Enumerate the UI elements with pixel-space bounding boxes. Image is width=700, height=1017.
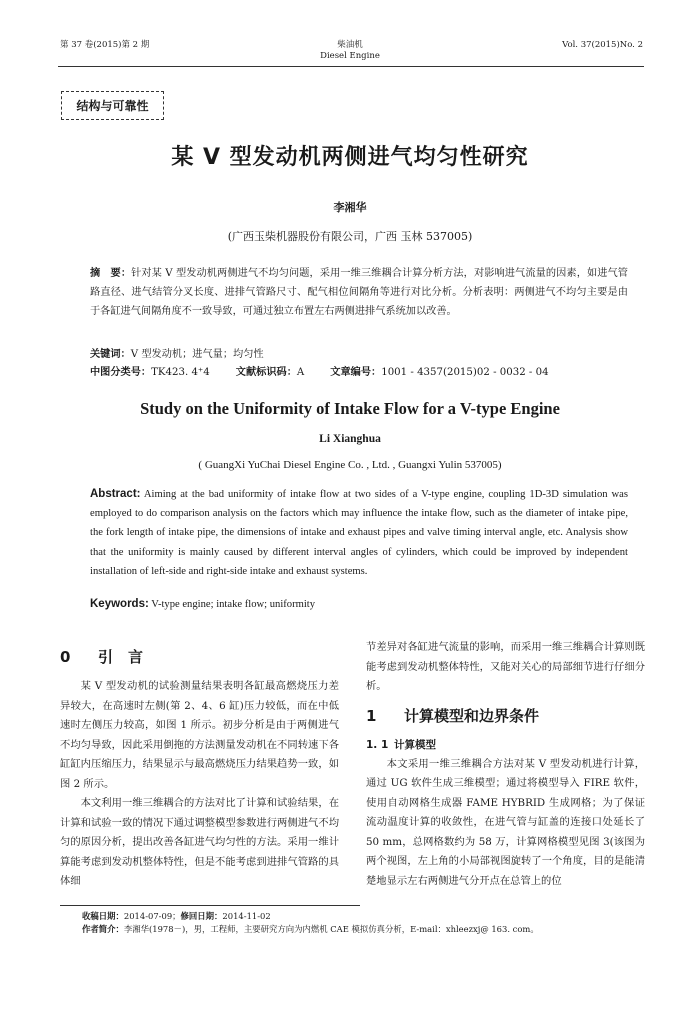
footnote-dates: [82, 910, 271, 922]
author-en: Li Xianghua: [319, 433, 381, 445]
doc-code-label: 文献标识码：: [235, 367, 297, 378]
paragraph: 本文采用一维三维耦合方法对某 V 型发动机进行计算，通过 UG 软件生成三维模型；通过将模型导入 FIRE 软件，使用自动网格生成器 FAME HYBRID 生成网格；为了保证流动温度计算的收敛性，在进气管与缸盖的连接口处延长了 50 mm，总网格数约为 58 万，计算网格模型见图 3(该图为两个视图，左上角的小局部视图旋转了一个角度，目的是能清楚地显示左右两侧进气分开点在总管上的位: [366, 757, 645, 887]
clc-label: 中图分类号：: [90, 367, 152, 378]
section-heading-introduction: [60, 646, 339, 668]
subsection-number: 1. 1: [366, 738, 389, 751]
received-date: 2014-07-09；: [123, 911, 181, 921]
keywords-en: [90, 598, 315, 610]
journal-name-en: Diesel Engine: [320, 51, 380, 61]
received-label: 收稿日期：: [82, 911, 124, 921]
affiliation-cn: (广西玉柴机器股份有限公司，广西 玉林 537005): [227, 230, 473, 243]
keywords-en-text: V-type engine; intake flow; uniformity: [151, 599, 316, 610]
paper-title-cn: 某 V 型发动机两侧进气均匀性研究: [171, 145, 529, 170]
footnote-divider: [60, 905, 360, 906]
abstract-en-text: Aiming at the bad uniformity of intake flow at two sides of a V-type engine, coupling 1D-3D simulation was employed to do comparison analysis on the factors which may influence the intake flow, such as the diameter of intake pipe, the fork length of intake pipe, the dimensions of intake and exhaust pipes and valve timing interval angle, etc. Analysis show that the uniformity is mainly caused by different interval angles of cylinders, which could be improved by independent installation of left-side and right-side intake and exhaust systems.: [90, 489, 628, 577]
author-bio: 李湘华(1978－)，男，工程师，主要研究方向为内燃机 CAE 模拟仿真分析，E-mail：xhleezxj@ 163. com。: [123, 924, 539, 934]
section-heading-model: [366, 705, 645, 727]
abstract-cn-text: 针对某 V 型发动机两侧进气不均匀问题，采用一维三维耦合计算分析方法，对影响进气流量的因素，如进气管路直径、进气结管分叉长度、进排气管路尺寸、配气相位间隔角等进行对比分析。分析表明：两侧进气不均匀主要是由于各缸进气间隔角度不一致导致，可通过独立布置左右两侧进排气系统加以改善。: [90, 268, 628, 317]
running-header-left: 第 37 卷(2015)第 2 期: [60, 40, 150, 50]
keywords-cn-label: 关键词：: [90, 349, 131, 360]
paragraph: 某 V 型发动机的试验测量结果表明各缸最高燃烧压力差异较大，在高速时左侧(第 2、4、6 缸)压力较低，而在中低速时左侧压力较高，如图 1 所示。初步分析是由于两侧进气不均匀导致，因此采用倒拖的方法测量发动机在不同转速下各缸缸内压缩压力，结果显示与最高燃烧压力结果趋势一致，如图 2 所示。: [60, 680, 339, 790]
article-no-value: 1001 - 4357(2015)02 - 0032 - 04: [381, 367, 549, 378]
footnote-author: [82, 923, 539, 935]
body-column-left: [60, 638, 339, 892]
abstract-en: [90, 485, 628, 581]
section-tag: 结构与可靠性: [61, 91, 164, 120]
running-header-right: Vol. 37(2015)No. 2: [562, 40, 643, 50]
abstract-cn: [90, 264, 628, 321]
paragraph-continued: 节差异对各缸进气流量的影响，而采用一维三维耦合计算则既能考虑到发动机整体特性，又能对关心的局部细节进行仔细分析。: [366, 641, 645, 692]
section-number: 1: [366, 706, 377, 725]
keywords-cn-text: V 型发动机；进气量；均匀性: [130, 349, 264, 360]
author-cn: 李湘华: [333, 201, 367, 214]
clc-value: TK423. 4⁺4: [151, 367, 210, 378]
doc-code-value: A: [296, 367, 305, 378]
author-bio-label: 作者简介：: [82, 924, 124, 934]
article-no-label: 文章编号：: [330, 367, 382, 378]
subsection-heading-model: [366, 736, 645, 755]
revised-label: 修回日期：: [180, 911, 223, 921]
keywords-en-label: Keywords:: [90, 598, 149, 610]
section-title: 计算模型和边界条件: [404, 706, 540, 725]
body-column-right: [366, 638, 645, 891]
keywords-cn: [90, 345, 264, 364]
classification-line: [90, 363, 628, 382]
journal-name-cn: 柴油机: [337, 40, 363, 50]
abstract-en-label: Abstract:: [90, 488, 141, 500]
paper-title-en: Study on the Uniformity of Intake Flow for a V-type Engine: [140, 399, 560, 418]
section-number: 0: [60, 648, 71, 666]
paragraph: 本文利用一维三维耦合的方法对比了计算和试验结果，在计算和试验一致的情况下通过调整模型参数进行两侧进气不均匀的原因分析，提出改善各缸进气均匀性的方法。采用一维计算能考虑到发动机整体特性，但是不能考虑到进排气管路的具体细: [60, 797, 339, 887]
abstract-cn-label: 摘 要：: [90, 268, 132, 279]
subsection-title: 计算模型: [394, 738, 436, 751]
header-divider: [58, 66, 644, 67]
affiliation-en: ( GuangXi YuChai Diesel Engine Co. , Ltd. , Guangxi Yulin 537005): [198, 459, 502, 471]
section-title: 引 言: [98, 648, 144, 666]
revised-date: 2014-11-02: [222, 911, 271, 921]
